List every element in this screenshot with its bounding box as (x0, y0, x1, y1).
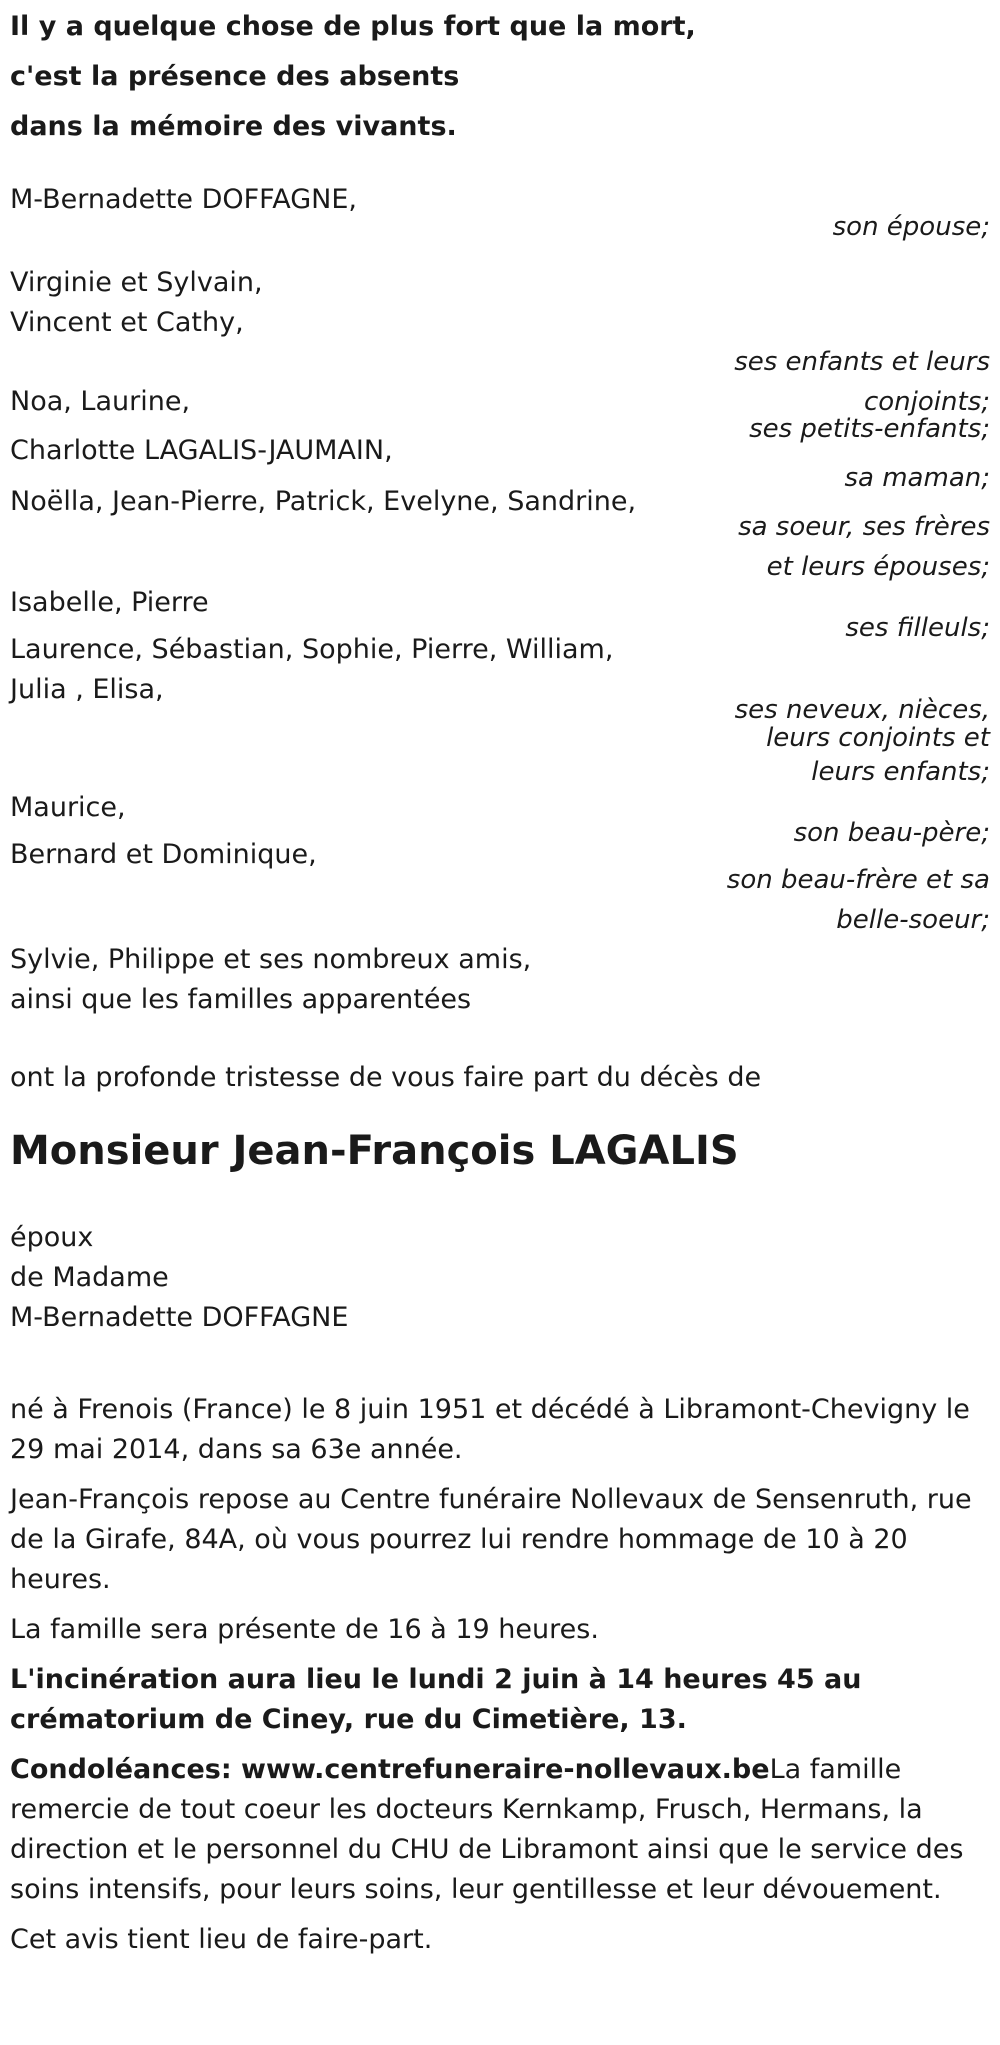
family-entry (10, 630, 990, 792)
rest-location-paragraph: Jean-François repose au Centre funéraire Nollevaux de Sensenruth, rue de la Girafe, 84A, où vous pourrez lui rendre hommage de 10 à 20 heures. (10, 1484, 972, 1595)
family-role: ses petits-enfants; (749, 414, 990, 444)
obituary-page (10, 0, 990, 1960)
family-entry (10, 482, 990, 587)
family-role: son beau-père; (793, 818, 990, 848)
family-names: Noa, Laurine, (10, 386, 191, 417)
quote-line: Il y a quelque chose de plus fort que la mort, (10, 11, 696, 42)
family-list (10, 180, 990, 1020)
family-names: Sylvie, Philippe et ses nombreux amis, (10, 944, 532, 975)
closing-note: Cet avis tient lieu de faire-part. (10, 1924, 433, 1955)
birth-death-paragraph: né à Frenois (France) le 8 juin 1951 et décédé à Libramont-Chevigny le 29 mai 2014, dans sa 63e année. (10, 1394, 970, 1465)
family-entry (10, 180, 990, 247)
opening-quote (10, 0, 990, 152)
family-names: Virginie et Sylvain, (10, 267, 263, 298)
deceased-name: Monsieur Jean-François LAGALIS (10, 1128, 739, 1174)
family-names: Noëlla, Jean-Pierre, Patrick, Evelyne, Sandrine, (10, 486, 637, 517)
family-presence-paragraph: La famille sera présente de 16 à 19 heures. (10, 1614, 599, 1645)
family-role: ses enfants et leurs conjoints; (734, 347, 990, 417)
family-role: sa soeur, ses frères et leurs épouses; (738, 512, 990, 582)
family-role: ses neveux, nièces, leurs conjoints et (734, 695, 990, 753)
family-names: Maurice, (10, 792, 126, 823)
thanks-text: La famille remercie de tout coeur les docteurs Kernkamp, Frusch, Hermans, la direction et le personnel du CHU de Libramont ainsi que le service des soins intensifs, pour leurs soins, leur gentillesse et leur dévouement. (10, 1754, 964, 1905)
family-names: M-Bernadette DOFFAGNE, (10, 184, 357, 215)
family-role: son beau-frère et sa belle-soeur; (726, 865, 990, 935)
family-role: son épouse; (832, 212, 990, 242)
family-names: Laurence, Sébastian, Sophie, Pierre, William, (10, 634, 614, 665)
spouse-line: de Madame (10, 1262, 169, 1293)
family-role: sa maman; (844, 463, 990, 493)
announcement: ont la profonde tristesse de vous faire part du décès de (10, 1062, 762, 1093)
family-entry (10, 835, 990, 940)
spouse-block (10, 1218, 990, 1338)
quote-line: c'est la présence des absents (10, 61, 460, 92)
family-names: Charlotte LAGALIS-JAUMAIN, (10, 435, 393, 466)
family-names: Julia , Elisa, (10, 674, 164, 705)
family-entry (10, 940, 990, 1020)
cremation-paragraph: L'incinération aura lieu le lundi 2 juin à 14 heures 45 au crématorium de Ciney, rue du Cimetière, 13. (10, 1664, 862, 1735)
family-role: ses filleuls; (845, 613, 990, 643)
spouse-line: époux (10, 1222, 94, 1253)
spouse-line: M-Bernadette DOFFAGNE (10, 1302, 349, 1333)
family-names: Vincent et Cathy, (10, 307, 244, 338)
family-names: Isabelle, Pierre (10, 587, 209, 618)
thanks-paragraph (10, 1750, 990, 1910)
family-names: ainsi que les familles apparentées (10, 984, 472, 1015)
condolences-link[interactable]: Condoléances: www.centrefuneraire-nollevaux.be (10, 1754, 770, 1785)
family-names: Bernard et Dominique, (10, 839, 317, 870)
family-role: leurs enfants; (811, 757, 990, 787)
quote-line: dans la mémoire des vivants. (10, 111, 457, 142)
